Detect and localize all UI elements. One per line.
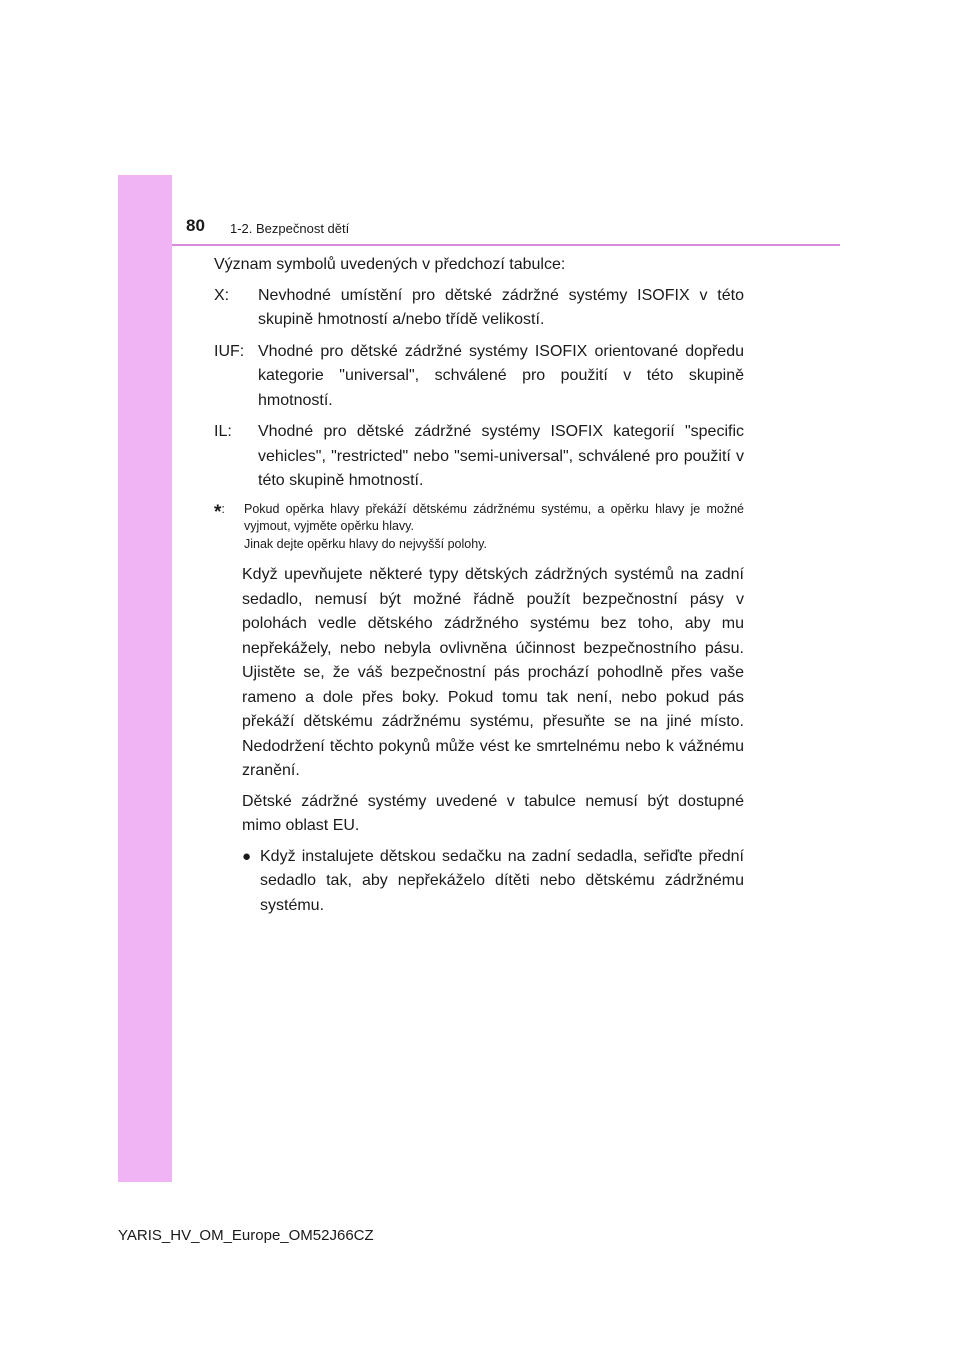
definition-x: [214, 284, 744, 333]
footnote-line: Jinak dejte opěrku hlavy do nejvyšší polohy.: [244, 536, 487, 551]
footnote-line: Pokud opěrka hlavy překáží dětskému zádržnému systému, a opěrku hlavy je možné vyjmout, vyjměte opěrku hlavy.: [244, 501, 744, 533]
page-content: [214, 253, 744, 918]
symbols-intro: Význam symbolů uvedených v předchozí tabulce:: [214, 256, 566, 273]
symbol-definitions: [214, 284, 744, 494]
bullet-icon: ●: [242, 847, 252, 865]
definition-key: IL:: [214, 423, 232, 440]
definition-key: X:: [214, 286, 230, 304]
bullet-item: [242, 845, 744, 919]
definition-text: Vhodné pro dětské zádržné systémy ISOFIX orientované dopředu kategorie "universal", schválené pro použití v této skupině hmotností.: [258, 342, 744, 409]
page-number: 80: [186, 216, 205, 235]
footnote: [214, 501, 744, 554]
availability-paragraph: Dětské zádržné systémy uvedené v tabulce nemusí být dostupné mimo oblast EU.: [242, 792, 744, 834]
definition-text: Vhodné pro dětské zádržné systémy ISOFIX kategorií "specific vehicles", "restricted" nebo "semi-universal", schválené pro použití v této skupině hmotností.: [258, 423, 744, 489]
definition-key: IUF:: [214, 342, 245, 360]
footnote-colon: :: [221, 501, 225, 516]
definition-iuf: [214, 340, 744, 414]
asterisk-icon: *: [214, 501, 222, 523]
bullet-text: Když instalujete dětskou sedačku na zadní sedadla, seřiďte přední sedadlo tak, aby nepřekáželo dítěti nebo dětskému zádržnému systému.: [260, 847, 744, 914]
section-title: 1-2. Bezpečnost dětí: [230, 221, 350, 236]
definition-text: Nevhodné umístění pro dětské zádržné systémy ISOFIX v této skupině hmotností a/nebo třídě velikostí.: [258, 286, 744, 328]
seatbelt-paragraph: Když upevňujete některé typy dětských zádržných systémů na zadní sedadlo, nemusí být možné řádně použít bezpečnostní pásy v polohách vedle dětského zádržného systému bez toho, aby mu nepřekážely, nebo nebyla ovlivněna účinnost bezpečnostního pásu. Ujistěte se, že váš bezpečnostní pás prochází pohodlně přes vaše rameno a dole přes boky. Pokud tomu tak není, nebo pokud pás překáží dětskému zádržnému systému, přesuňte se na jiné místo. Nedodržení těchto pokynů může vést ke smrtelnému nebo k vážnému zranění.: [242, 566, 744, 779]
footnote-marker: [214, 501, 244, 554]
side-tab: [118, 175, 172, 1182]
document-id: YARIS_HV_OM_Europe_OM52J66CZ: [118, 1227, 374, 1244]
footnote-body: [244, 501, 744, 554]
definition-il: [214, 420, 744, 494]
header-divider: [172, 244, 840, 246]
